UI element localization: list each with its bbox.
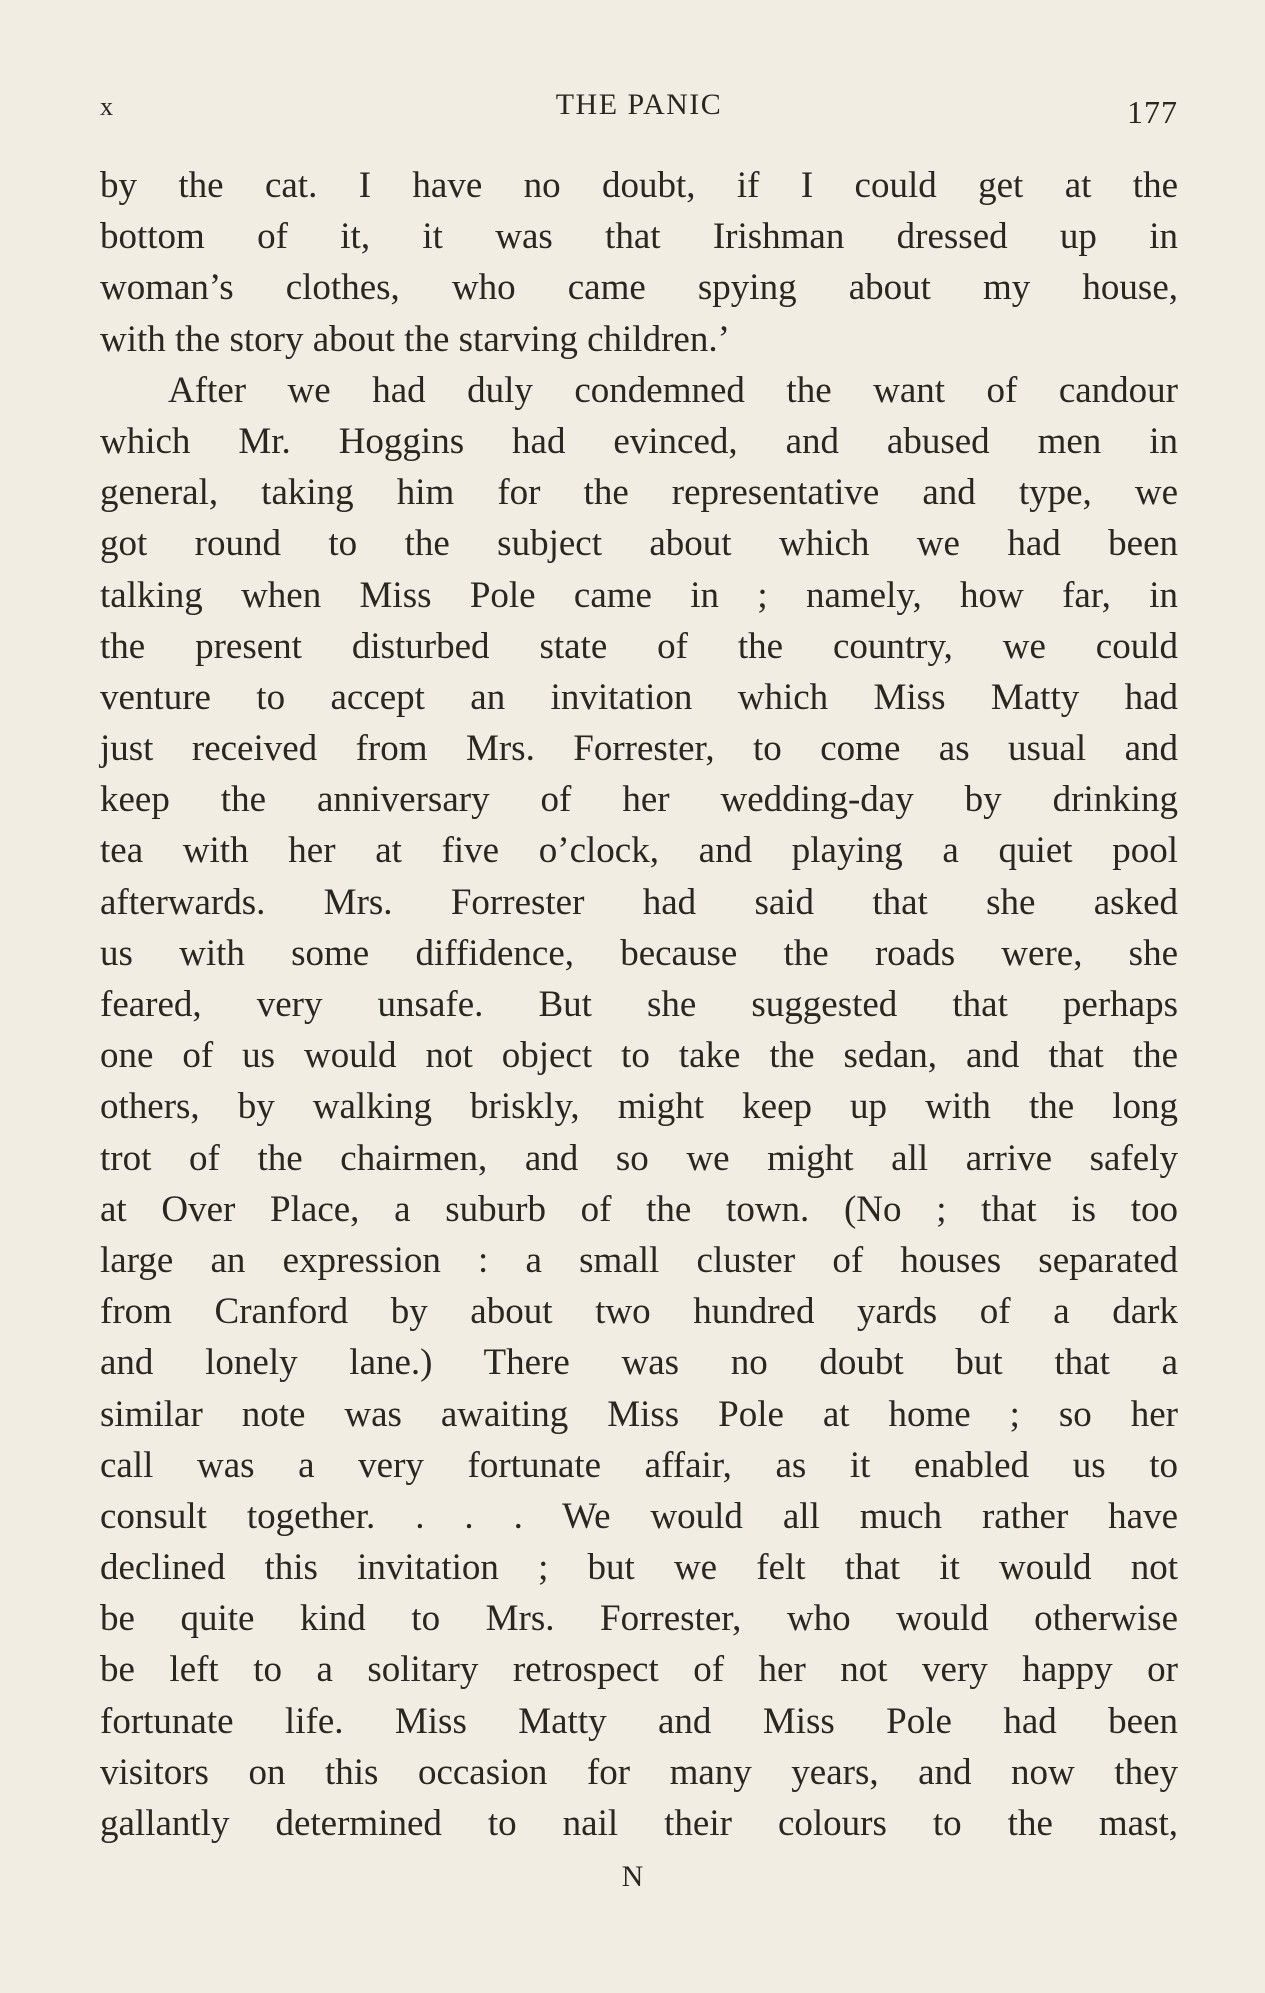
text-line: with the story about the starving children.’ [100,318,730,360]
text-line: from Cranford by about two hundred yards of a dark [100,1291,1178,1333]
text-line: bottom of it, it was that Irishman dressed up in [100,216,1178,258]
text-line: one of us would not object to take the sedan, and that the [100,1035,1178,1077]
text-line: others, by walking briskly, might keep up with the long [100,1086,1178,1128]
text-line: talking when Miss Pole came in ; namely, how far, in [100,574,1178,616]
text-line: gallantly determined to nail their colours to the mast, [100,1803,1178,1844]
text-line: by the cat. I have no doubt, if I could get at the [100,165,1178,206]
text-line: After we had duly condemned the want of candour [168,369,1178,411]
text-line: at Over Place, a suburb of the town. (No ; that is too [100,1188,1178,1230]
text-line: the present disturbed state of the country, we could [100,625,1178,667]
text-line: trot of the chairmen, and so we might all arrive safely [100,1137,1178,1179]
text-line: us with some diffidence, because the roads were, she [100,932,1178,974]
text-line: declined this invitation ; but we felt that it would not [100,1547,1178,1589]
text-line: just received from Mrs. Forrester, to come as usual and [100,728,1178,770]
text-line: afterwards. Mrs. Forrester had said that she asked [100,881,1178,923]
text-line: be quite kind to Mrs. Forrester, who would otherwise [100,1598,1178,1640]
text-line: got round to the subject about which we had been [100,523,1178,565]
running-title: THE PANIC [555,88,723,121]
body-text [100,160,1178,1849]
text-line: tea with her at five o’clock, and playing a quiet pool [100,830,1178,872]
signature-mark: N [621,1860,644,1893]
page-number: 177 [1127,94,1178,130]
text-line: consult together. . . . We would all much rather have [100,1495,1178,1537]
text-line: call was a very fortunate affair, as it enabled us to [100,1444,1178,1486]
text-line: which Mr. Hoggins had evinced, and abused men in [100,420,1178,462]
running-head [100,88,1178,128]
text-line: large an expression : a small cluster of houses separated [100,1239,1178,1281]
chapter-number: x [100,92,114,121]
text-line: and lonely lane.) There was no doubt but that a [100,1342,1178,1384]
text-line: venture to accept an invitation which Miss Matty had [100,676,1178,718]
text-line: visitors on this occasion for many years, and now they [100,1751,1178,1793]
text-line: be left to a solitary retrospect of her not very happy or [100,1649,1178,1691]
text-line: fortunate life. Miss Matty and Miss Pole had been [100,1700,1178,1742]
text-line: feared, very unsafe. But she suggested that perhaps [100,984,1178,1025]
text-line: similar note was awaiting Miss Pole at home ; so her [100,1393,1178,1435]
text-line: general, taking him for the representative and type, we [100,472,1178,514]
text-line: keep the anniversary of her wedding-day by drinking [100,779,1178,821]
text-line: woman’s clothes, who came spying about my house, [100,267,1178,309]
